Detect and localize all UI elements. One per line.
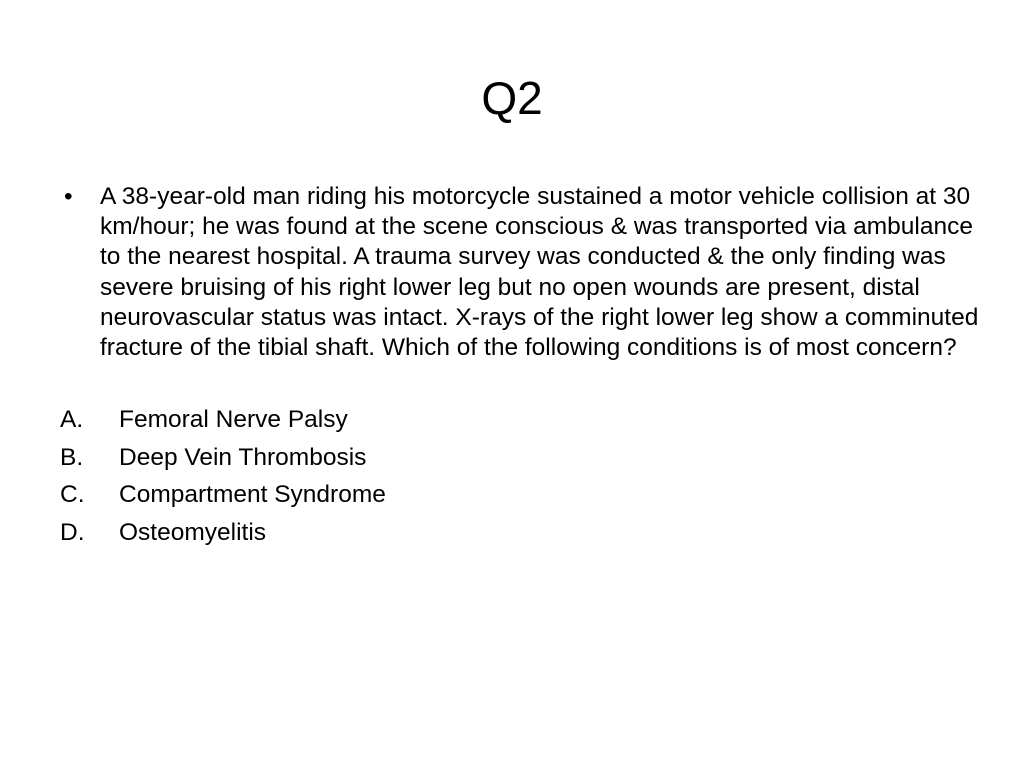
slide-title: Q2: [481, 72, 543, 124]
option-letter: C.: [60, 481, 85, 509]
option-d: [60, 514, 980, 552]
option-text: Osteomyelitis: [119, 518, 267, 546]
option-text: Compartment Syndrome: [119, 481, 386, 509]
option-letter: D.: [60, 518, 85, 546]
question-bullet: [60, 182, 980, 363]
bullet-icon: •: [64, 183, 73, 210]
option-c: [60, 476, 980, 514]
option-letter: B.: [60, 443, 84, 471]
option-a: [60, 401, 980, 439]
question-text: A 38-year-old man riding his motorcycle sustained a motor vehicle collision at 30 km/hour; he was found at the scene conscious & was transported via ambulance to the nearest hospital. A trauma survey was conducted & the only finding was severe bruising of his right lower leg but no open wounds are present, distal neurovascular status was intact. X-rays of the right lower leg show a comminuted fracture of the tibial shaft. Which of the following conditions is of most concern?: [100, 183, 979, 362]
answer-options: [60, 401, 980, 551]
option-b: [60, 439, 980, 477]
slide-body: [60, 182, 980, 576]
option-text: Deep Vein Thrombosis: [119, 443, 367, 471]
option-letter: A.: [60, 406, 84, 434]
option-text: Femoral Nerve Palsy: [119, 406, 348, 434]
